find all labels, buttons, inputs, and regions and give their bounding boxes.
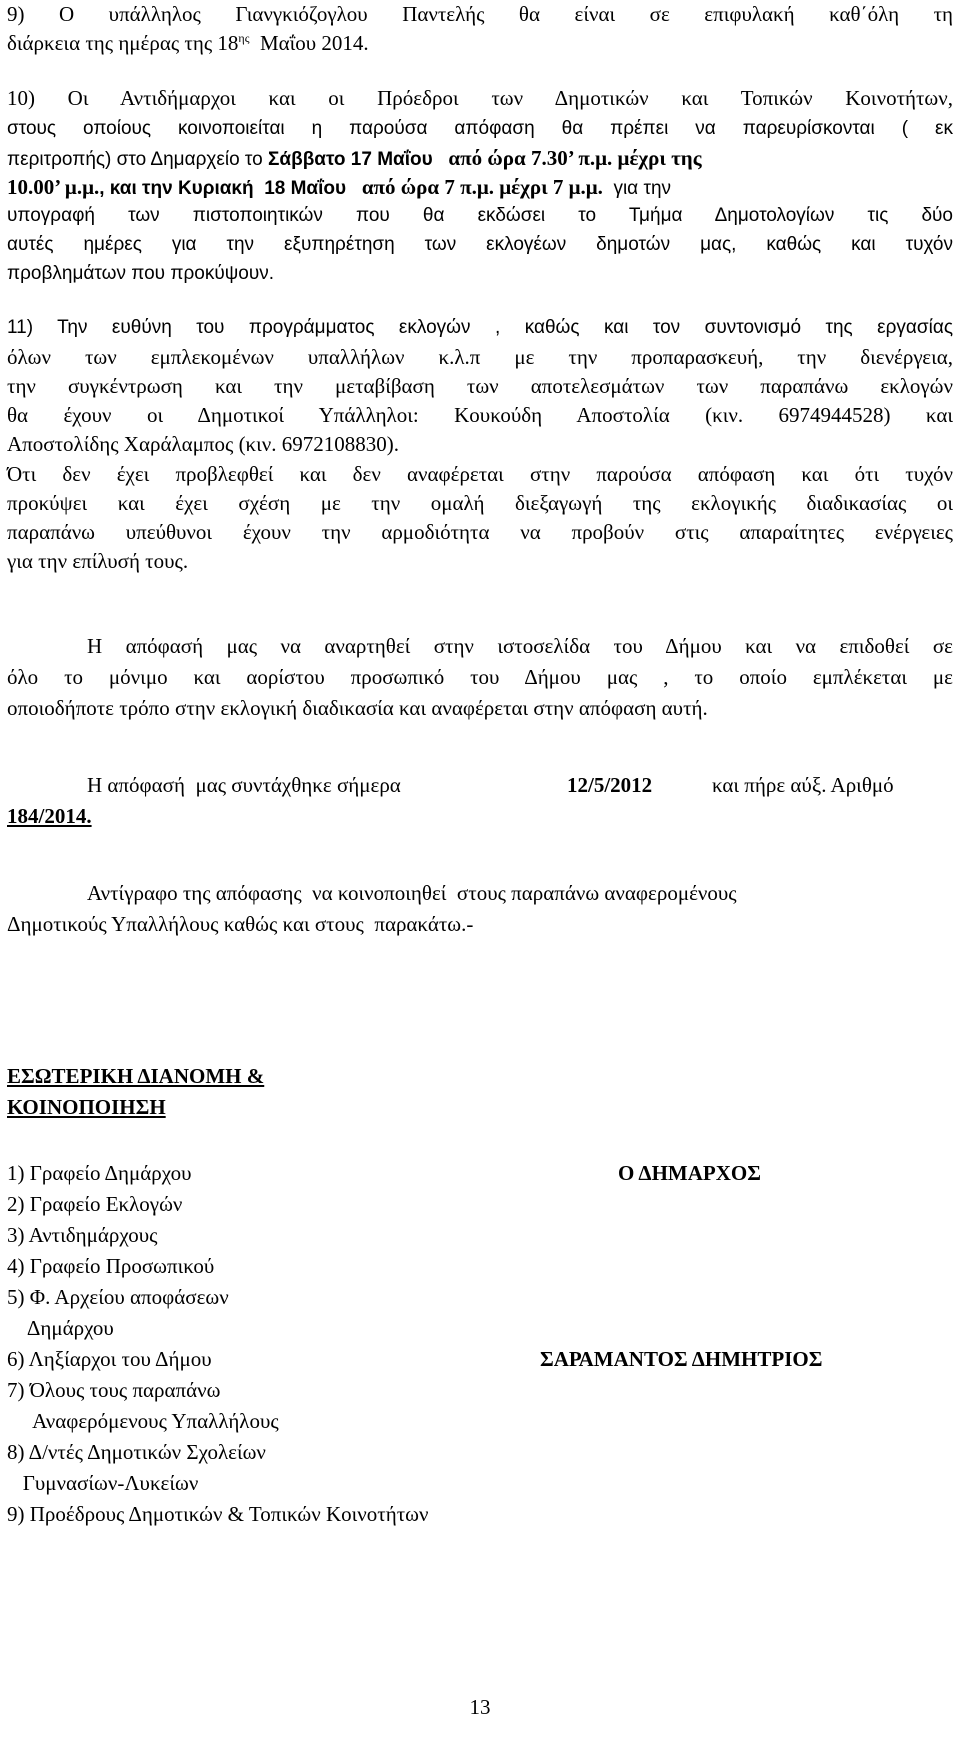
decision-number: 184/2014.	[7, 804, 92, 828]
item9-line1: 9) Ο υπάλληλος Γιανγκιόζογλου Παντελής θα είναι σε επιφυλακή καθ΄όλη τη	[7, 2, 953, 26]
item10-line5: υπογραφή των πιστοποιητικών που θα εκδώσει το Τμήμα Δημοτολογίων τις δύο	[7, 205, 953, 226]
distribution-item: 9) Προέδρους Δημοτικών & Τοπικών Κοινοτήτων	[7, 1502, 429, 1526]
item10-line6: αυτές ημέρες για την εξυπηρέτηση των εκλογέων δημοτών μας, καθώς και τυχόν	[7, 234, 953, 255]
item11-line1: 11) Την ευθύνη του προγράμματος εκλογών , καθώς και τον συντονισμό της εργασίας	[7, 317, 953, 338]
signed-line1-text: Η απόφασή μας συντάχθηκε σήμερα	[87, 773, 401, 797]
item11-line2: όλων των εμπλεκομένων υπαλλήλων κ.λ.π με την προπαρασκευή, την διενέργεια,	[7, 345, 953, 369]
item10-line2: στους οποίους κοινοποιείται η παρούσα απόφαση θα πρέπει να παρευρίσκονται ( εκ	[7, 118, 953, 139]
distribution-item: 8) Δ/ντές Δημοτικών Σχολείων	[7, 1440, 266, 1464]
item10-line3	[7, 146, 702, 172]
copy-line1: Αντίγραφο της απόφασης να κοινοποιηθεί στους παραπάνω αναφερομένους	[87, 881, 737, 905]
publish-line1: Η απόφασή μας να αναρτηθεί στην ιστοσελίδα του Δήμου και να επιδοθεί σε	[87, 634, 953, 658]
distribution-item: 1) Γραφείο Δημάρχου	[7, 1161, 192, 1185]
item10-line3-text: περιτροπής) στο Δημαρχείο το	[7, 149, 269, 170]
clause-line2: προκύψει και έχει σχέση με την ομαλή διεξαγωγή της εκλογικής διαδικασίας οι	[7, 491, 953, 515]
copy-line2: Δημοτικούς Υπαλλήλους καθώς και στους παρακάτω.-	[7, 912, 474, 936]
item9-superscript: ης	[238, 31, 250, 45]
publish-line3: οποιοδήποτε τρόπο στην εκλογική διαδικασία και αναφέρεται στην απόφαση αυτή.	[7, 696, 708, 720]
signed-line1-tail: και πήρε αύξ. Αριθμό	[712, 773, 894, 797]
item11-line5: Αποστολίδης Χαράλαμπος (κιν. 6972108830).	[7, 432, 400, 456]
item10-saturday-date: Σάββατο 17 Μαΐου	[268, 149, 433, 170]
item10-line1: 10) Οι Αντιδήμαρχοι και οι Πρόεδροι των Δημοτικών και Τοπικών Κοινοτήτων,	[7, 86, 953, 110]
distribution-item: Γυμνασίων-Λυκείων	[7, 1471, 199, 1495]
distribution-item: 6) Ληξίαρχοι του Δήμου	[7, 1347, 212, 1371]
clause-line4: για την επίλυσή τους.	[7, 549, 189, 573]
item10-sunday-date: , και την Κυριακή 18 Μαΐου	[99, 178, 347, 199]
distribution-heading-line2: ΚΟΙΝΟΠΟΙΗΣΗ	[7, 1095, 166, 1119]
item10-line7: προβλημάτων που προκύψουν.	[7, 263, 274, 284]
distribution-heading-line1: ΕΣΩΤΕΡΙΚΗ ΔΙΑΝΟΜΗ &	[7, 1064, 265, 1088]
item10-saturday-end: 10.00’ μ.μ.	[7, 175, 100, 199]
item10-saturday-hours: από ώρα 7.30’ π.μ. μέχρι της	[432, 146, 702, 170]
publish-line2: όλο το μόνιμο και αορίστου προσωπικό του Δήμου μας , το οποίο εμπλέκεται με	[7, 665, 953, 689]
clause-line1: Ότι δεν έχει προβλεφθεί και δεν αναφέρεται στην παρούσα απόφαση και ότι τυχόν	[7, 462, 953, 486]
mayor-title: Ο ΔΗΜΑΡΧΟΣ	[618, 1161, 761, 1185]
clause-line3: παραπάνω υπεύθυνοι έχουν την αρμοδιότητα να προβούν στις απαραίτητες ενέργειες	[7, 520, 953, 544]
distribution-item: Δημάρχου	[7, 1316, 114, 1340]
decision-date: 12/5/2012	[567, 773, 653, 797]
page-number: 13	[469, 1695, 491, 1719]
item11-line4: θα έχουν οι Δημοτικοί Υπάλληλοι: Κουκούδη Αποστολία (κιν. 6974944528) και	[7, 403, 953, 427]
distribution-item: 2) Γραφείο Εκλογών	[7, 1192, 183, 1216]
distribution-item: Αναφερόμενους Υπαλλήλους	[7, 1409, 279, 1433]
item10-sunday-hours: από ώρα 7 π.μ. μέχρι 7 μ.μ.	[346, 175, 603, 199]
item11-line3: την συγκέντρωση και την μεταβίβαση των αποτελεσμάτων των παραπάνω εκλογών	[7, 374, 953, 398]
distribution-item: 3) Αντιδημάρχους	[7, 1223, 158, 1247]
item10-line4-tail: για την	[602, 178, 672, 199]
mayor-name: ΣΑΡΑΜΑΝΤΟΣ ΔΗΜΗΤΡΙΟΣ	[540, 1347, 823, 1371]
distribution-item: 7) Όλους τους παραπάνω	[7, 1378, 221, 1402]
item9-line2	[7, 31, 369, 55]
item9-date-text: Μαΐου 2014.	[249, 31, 369, 55]
item10-line4	[7, 175, 671, 201]
item9-line2-text: διάρκεια της ημέρας της 18	[7, 31, 239, 55]
distribution-item: 5) Φ. Αρχείου αποφάσεων	[7, 1285, 229, 1309]
distribution-item: 4) Γραφείο Προσωπικού	[7, 1254, 215, 1278]
